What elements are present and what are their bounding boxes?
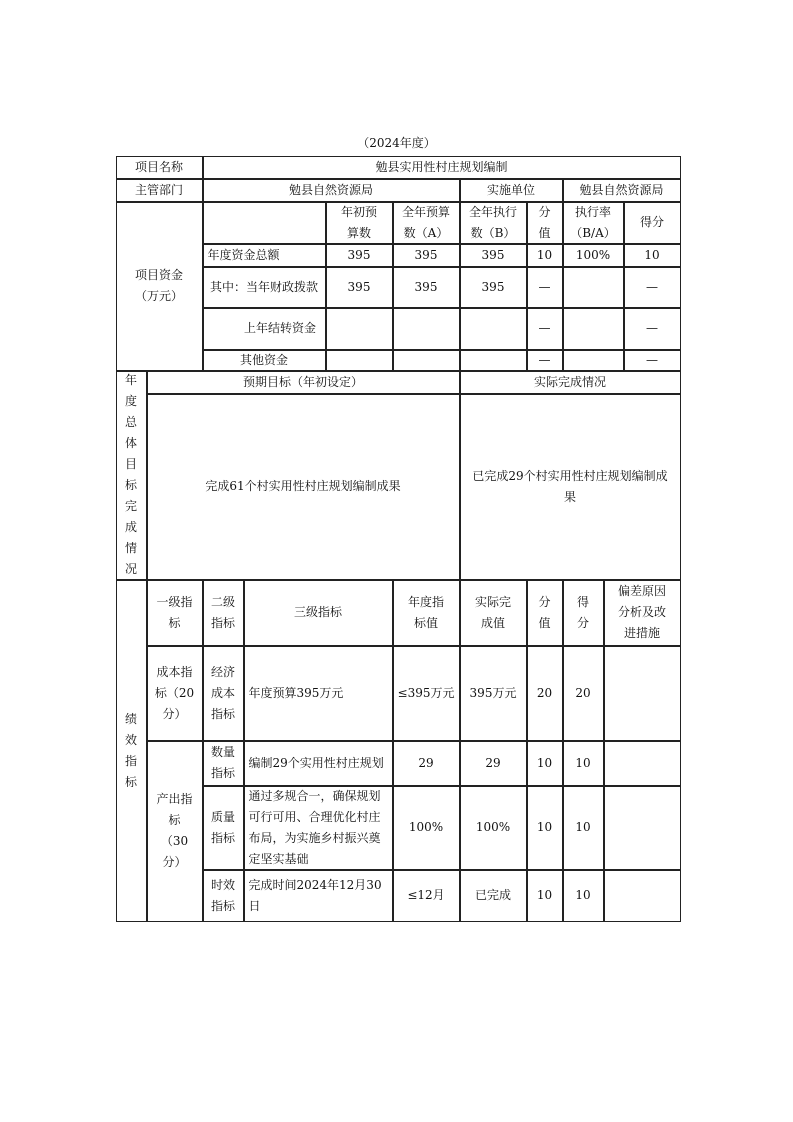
output-got: 10 [563, 870, 604, 922]
funds-cell: — [624, 267, 681, 308]
cost-note [604, 646, 681, 741]
funds-cell: — [527, 350, 563, 371]
cost-l3: 年度预算395万元 [244, 646, 393, 741]
output-note [604, 870, 681, 922]
funds-cell: 100% [563, 244, 624, 267]
perf-header: 一级指标 [147, 580, 203, 646]
funds-cell: 395 [460, 244, 527, 267]
impl-value: 勉县自然资源局 [563, 179, 681, 202]
funds-cell [393, 350, 460, 371]
output-actual: 29 [460, 741, 527, 786]
funds-cell: — [527, 267, 563, 308]
actual-label: 实际完成情况 [460, 371, 681, 394]
funds-header: 得分 [624, 202, 681, 244]
expected-goal: 完成61个村实用性村庄规划编制成果 [147, 394, 460, 580]
output-target: 100% [393, 786, 460, 870]
cost-score: 20 [527, 646, 563, 741]
funds-cell: 395 [393, 244, 460, 267]
output-score: 10 [527, 870, 563, 922]
goal-label: 年度总体目标完成情况 [116, 371, 147, 580]
perf-header: 二级指标 [203, 580, 244, 646]
funds-label: 项目资金（万元） [116, 202, 203, 371]
output-got: 10 [563, 741, 604, 786]
perf-header: 得分 [563, 580, 604, 646]
funds-cell [326, 308, 393, 350]
cost-l2: 经济成本指标 [203, 646, 244, 741]
perf-header: 分值 [527, 580, 563, 646]
funds-header: 分值 [527, 202, 563, 244]
funds-row-name: 其中：当年财政拨款 [203, 267, 326, 308]
cost-actual: 395万元 [460, 646, 527, 741]
funds-cell: — [624, 308, 681, 350]
output-l3: 编制29个实用性村庄规划 [244, 741, 393, 786]
dept-value: 勉县自然资源局 [203, 179, 460, 202]
funds-header: 年初预算数 [326, 202, 393, 244]
cost-target: ≤395万元 [393, 646, 460, 741]
output-l1: 产出指标（30分） [147, 741, 203, 922]
output-score: 10 [527, 741, 563, 786]
funds-cell: 395 [326, 244, 393, 267]
perf-header: 实际完成值 [460, 580, 527, 646]
funds-cell: 395 [326, 267, 393, 308]
cost-l1: 成本指标（20分） [147, 646, 203, 741]
funds-header-blank [203, 202, 326, 244]
perf-label: 绩效指标 [116, 580, 147, 922]
perf-header: 偏差原因分析及改进措施 [604, 580, 681, 646]
funds-cell: 395 [460, 267, 527, 308]
funds-row-name: 年度资金总额 [203, 244, 326, 267]
funds-cell: 10 [527, 244, 563, 267]
funds-row-name: 上年结转资金 [203, 308, 326, 350]
funds-cell: — [624, 350, 681, 371]
output-l3: 完成时间2024年12月30日 [244, 870, 393, 922]
actual-result: 已完成29个村实用性村庄规划编制成果 [460, 394, 681, 580]
impl-label: 实施单位 [460, 179, 563, 202]
funds-cell [563, 308, 624, 350]
output-actual: 100% [460, 786, 527, 870]
output-l2: 质量指标 [203, 786, 244, 870]
output-score: 10 [527, 786, 563, 870]
funds-cell [563, 350, 624, 371]
funds-cell: 395 [393, 267, 460, 308]
output-l3: 通过多规合一，确保规划可行可用、合理优化村庄布局，为实施乡村振兴奠定坚实基础 [244, 786, 393, 870]
funds-cell: — [527, 308, 563, 350]
funds-row-name: 其他资金 [203, 350, 326, 371]
funds-header: 全年预算数（A） [393, 202, 460, 244]
output-target: ≤12月 [393, 870, 460, 922]
output-note [604, 741, 681, 786]
funds-cell [460, 308, 527, 350]
year-title: （2024年度） [357, 136, 436, 150]
dept-label: 主管部门 [116, 179, 203, 202]
funds-header: 全年执行数（B） [460, 202, 527, 244]
perf-header: 三级指标 [244, 580, 393, 646]
output-l2: 时效指标 [203, 870, 244, 922]
expected-label: 预期目标（年初设定） [147, 371, 460, 394]
output-got: 10 [563, 786, 604, 870]
perf-header: 年度指标值 [393, 580, 460, 646]
funds-cell [563, 267, 624, 308]
funds-cell: 10 [624, 244, 681, 267]
project-name-label: 项目名称 [116, 156, 203, 179]
output-actual: 已完成 [460, 870, 527, 922]
project-name-value: 勉县实用性村庄规划编制 [203, 156, 681, 179]
funds-cell [326, 350, 393, 371]
cost-got: 20 [563, 646, 604, 741]
output-note [604, 786, 681, 870]
output-l2: 数量指标 [203, 741, 244, 786]
funds-header: 执行率（B/A） [563, 202, 624, 244]
output-target: 29 [393, 741, 460, 786]
funds-cell [460, 350, 527, 371]
funds-cell [393, 308, 460, 350]
